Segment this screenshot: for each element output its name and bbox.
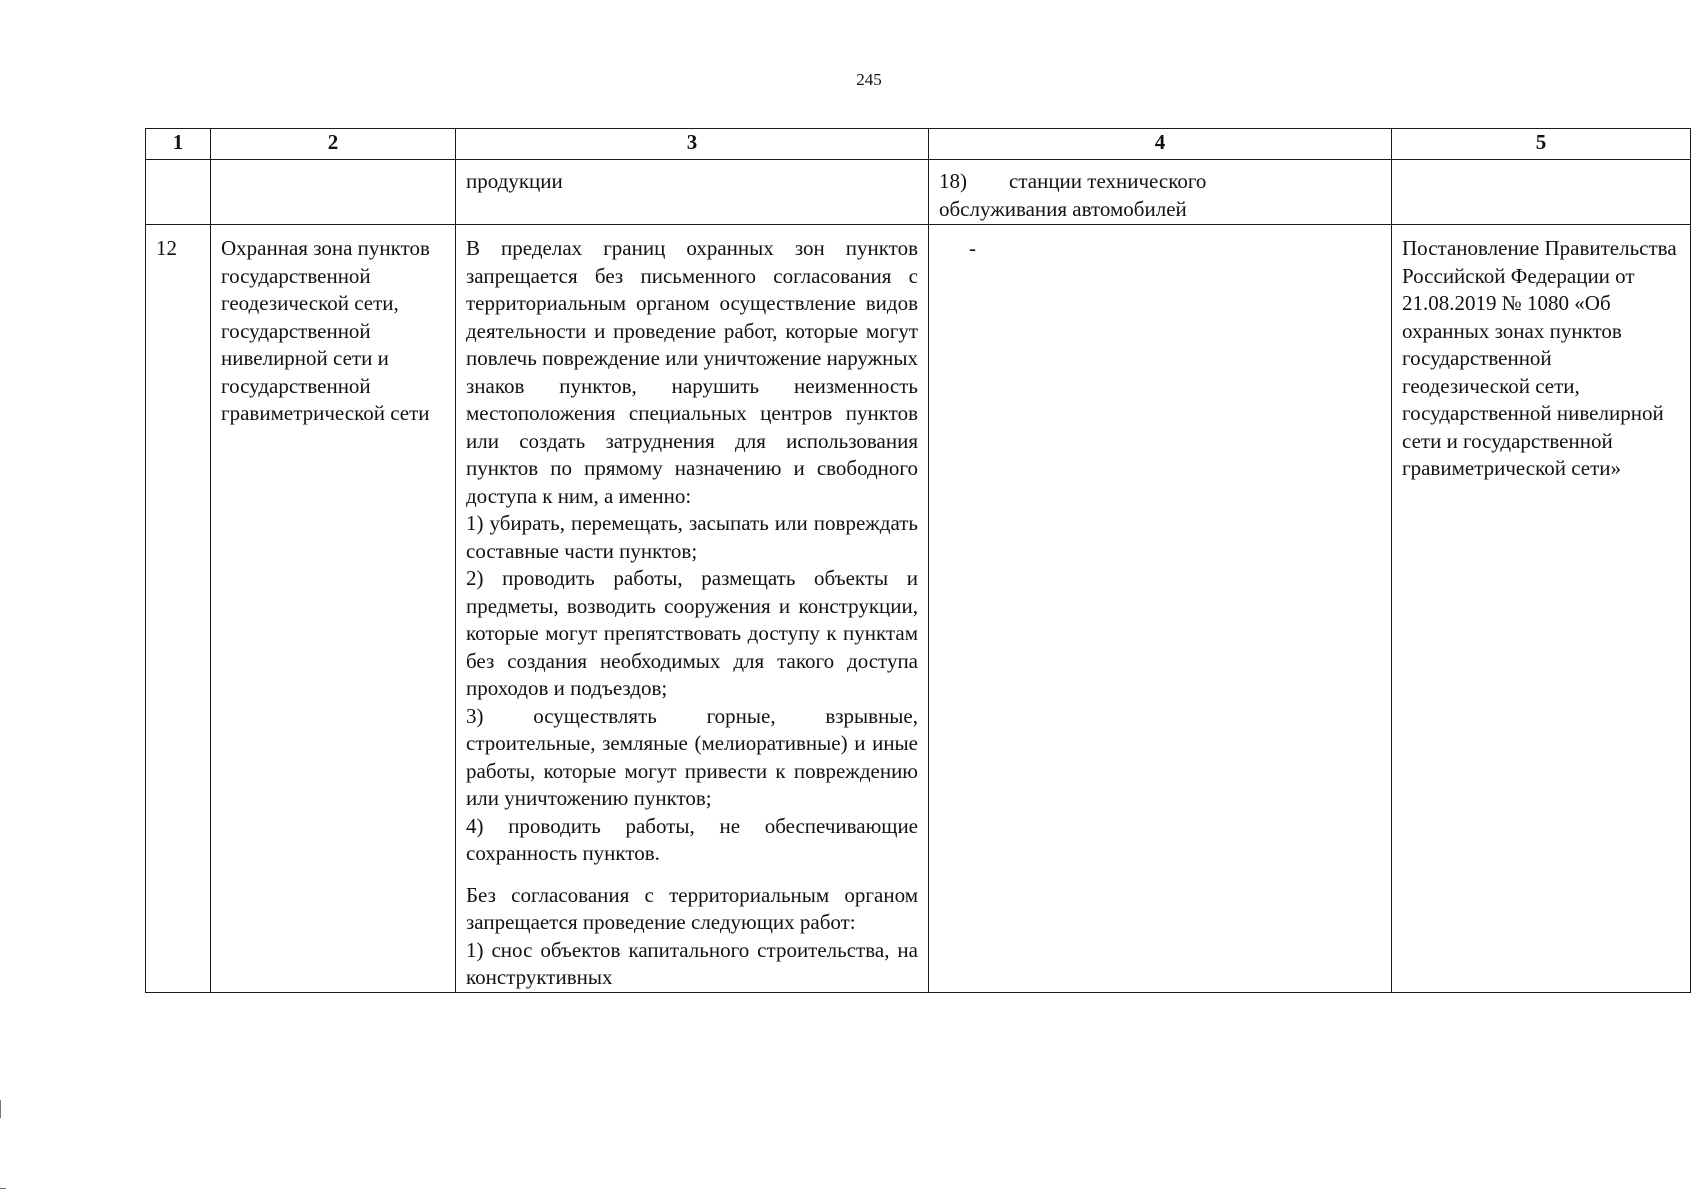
- header-col-4: 4: [929, 129, 1392, 160]
- restriction-item: 1) снос объектов капитального строительства, на конструктивных: [466, 937, 918, 989]
- restriction-item: 2) проводить работы, размещать объекты и предметы, возводить сооружения и конструкции, которые могут препятствовать доступу к пунктам без создания необходимых для такого доступа проходов и подъездов;: [466, 566, 918, 700]
- restriction-paragraph: В пределах границ охранных зон пунктов запрещается без письменного согласования с территориальным органом осуществление видов деятельности и проведение работ, которые могут повлечь повреждение или уничтожение наружных знаков пунктов, нарушить неизменность местоположения специальных центров пунктов или создать затруднения для использования пунктов по прямому назначению и свободного доступа к ним, а именно:: [466, 236, 918, 508]
- zone-name: Охранная зона пунктов государственной геодезической сети, государственной нивелирной сети и государственной гравиметрической сети: [211, 225, 456, 993]
- page-number: 245: [856, 70, 882, 89]
- cont-col4-line1: [939, 168, 1381, 196]
- col4-dash: -: [969, 236, 976, 260]
- cont-cell-num: [146, 160, 211, 225]
- restrictions-cell: [456, 225, 929, 993]
- cont-cell-name: [211, 160, 456, 225]
- scan-margin-mark: [0, 1100, 7, 1118]
- header-col-3: 3: [456, 129, 929, 160]
- restriction-paragraph: Без согласования с территориальным органом запрещается проведение следующих работ:: [466, 882, 918, 934]
- header-col-5: 5: [1392, 129, 1691, 160]
- header-row: [146, 129, 1691, 160]
- restrictions-table: [145, 128, 1691, 993]
- cont-col4-text-2: обслуживания автомобилей: [939, 196, 1187, 221]
- table-row: [146, 225, 1691, 993]
- cont-col4-number: 18): [939, 169, 967, 193]
- header-col-1: 1: [146, 129, 211, 160]
- cont-cell-legal: [1392, 160, 1691, 225]
- cont-cell-restrictions: продукции: [456, 160, 929, 225]
- row-number: 12: [146, 225, 211, 993]
- header-col-2: 2: [211, 129, 456, 160]
- cont-cell-col4: [929, 160, 1392, 225]
- col4-cell: [929, 225, 1392, 993]
- scan-margin-mark: [0, 1188, 6, 1189]
- restriction-item: 3) осуществлять горные, взрывные, строительные, земляные (мелиоративные) и иные работы, которые могут привести к повреждению или уничтожению пунктов;: [466, 703, 918, 810]
- legal-basis: Постановление Правительства Российской Федерации от 21.08.2019 № 1080 «Об охранных зонах пунктов государственной геодезической сети, государственной нивелирной сети и государственной гравиметрической сети»: [1392, 225, 1691, 993]
- continuation-row: [146, 160, 1691, 225]
- cont-col4-text-1: станции технического: [1009, 169, 1207, 193]
- restriction-item: 4) проводить работы, не обеспечивающие сохранность пунктов.: [466, 813, 918, 865]
- restriction-item: 1) убирать, перемещать, засыпать или повреждать составные части пунктов;: [466, 511, 918, 563]
